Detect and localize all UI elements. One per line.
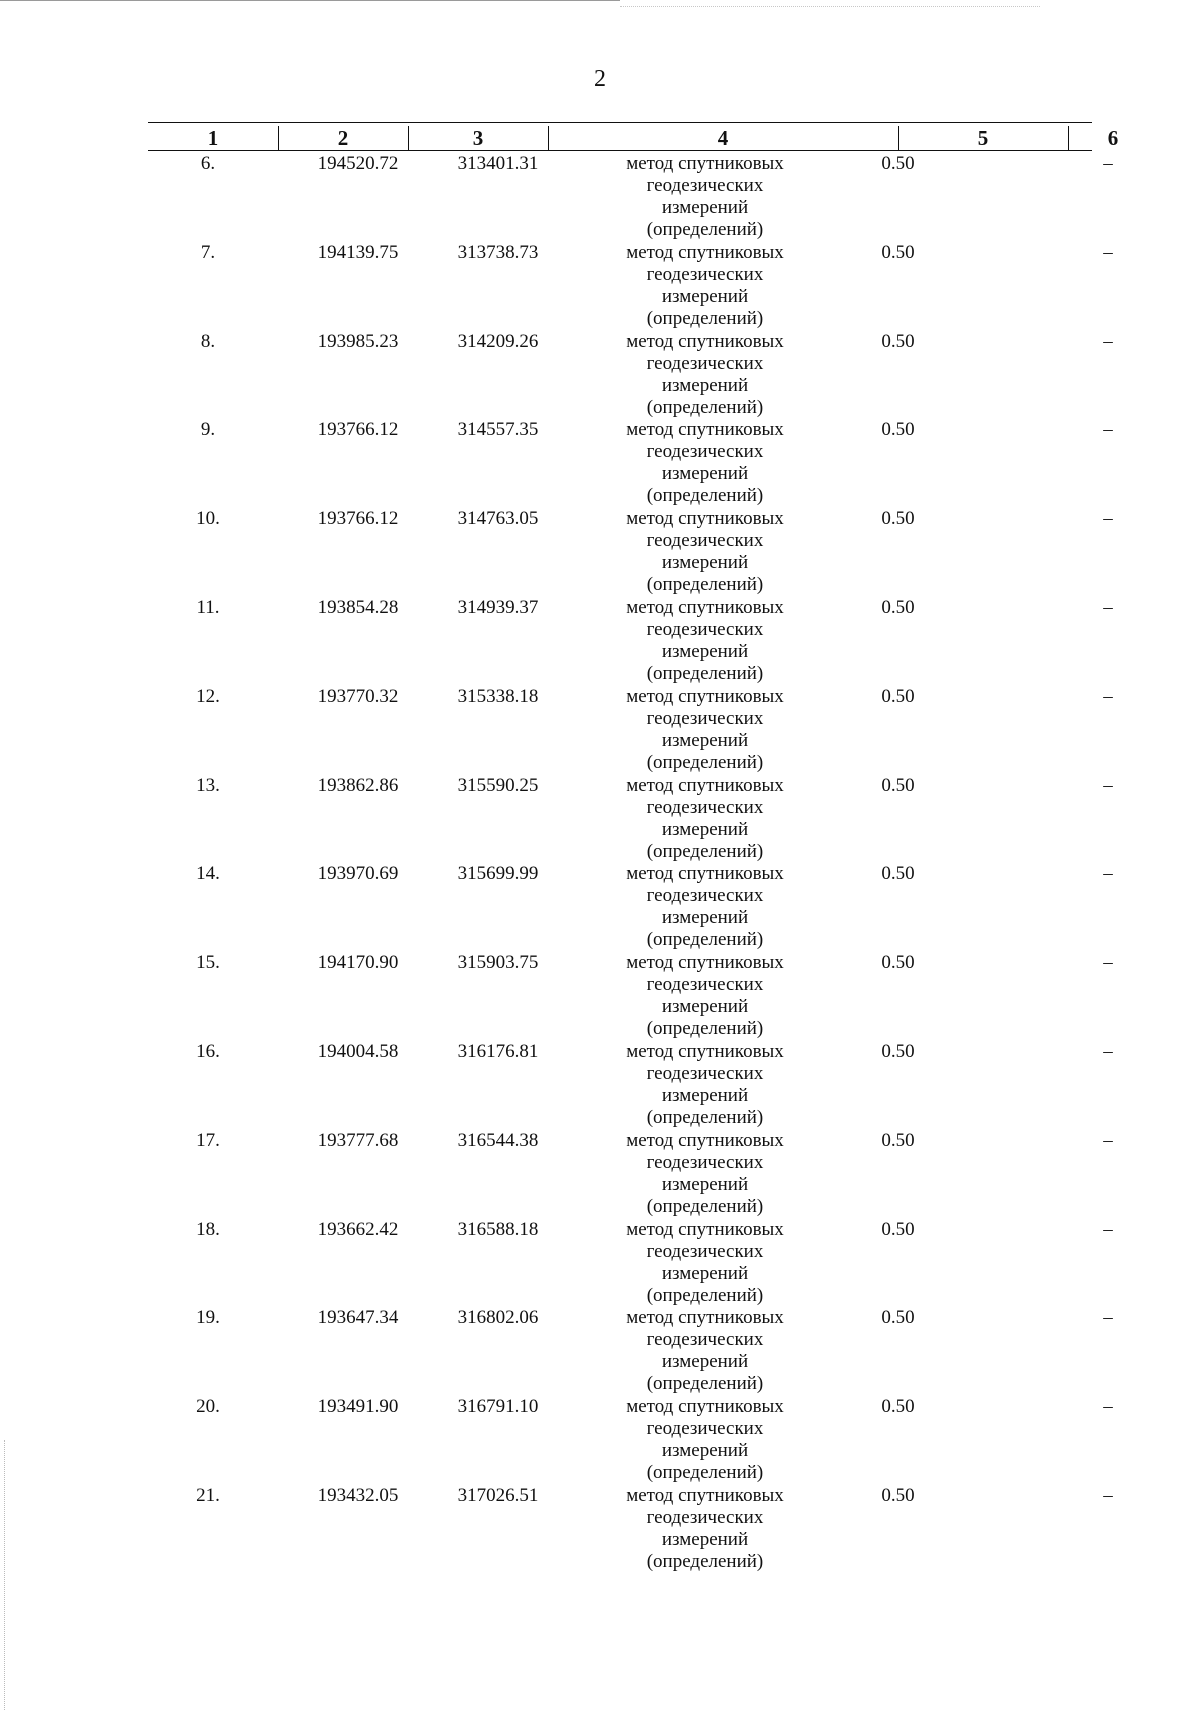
method-line: измерений	[661, 463, 749, 485]
method-line: (определений)	[646, 1284, 764, 1306]
method-line: (определений)	[646, 751, 764, 773]
column-6-dash: –	[1103, 774, 1113, 796]
method-line: геодезических	[646, 1063, 764, 1084]
method-line: (определений)	[646, 840, 764, 862]
header-col-2: 2	[337, 126, 349, 150]
method-cell	[560, 597, 850, 685]
accuracy-value: 0.50	[881, 597, 915, 618]
method-line: измерений	[661, 818, 749, 840]
table-row	[148, 241, 1113, 332]
method-cell	[560, 242, 850, 330]
row-number: 6.	[200, 153, 216, 174]
method-line: (определений)	[646, 1018, 764, 1040]
row-number: 20.	[196, 1396, 220, 1418]
method-cell	[560, 1041, 850, 1129]
coordinate-x: 193985.23	[317, 330, 399, 352]
method-line: метод спутниковых	[626, 952, 784, 974]
method-line: геодезических	[646, 263, 764, 285]
column-6-dash: –	[1103, 419, 1113, 441]
coordinate-y: 313401.31	[457, 153, 539, 174]
table-row	[148, 330, 1113, 421]
method-line: метод спутниковых	[626, 330, 784, 352]
scan-edge-left	[4, 1440, 5, 1710]
row-number: 8.	[200, 330, 216, 352]
method-line: геодезических	[646, 530, 764, 552]
column-6-dash: –	[1103, 952, 1113, 974]
scan-edge-top-dotted	[620, 6, 1040, 7]
table-row	[148, 1218, 1113, 1309]
coordinate-y: 316544.38	[457, 1129, 539, 1151]
coordinate-x: 193766.12	[317, 508, 399, 530]
method-line: измерений	[661, 1262, 749, 1284]
method-line: геодезических	[646, 441, 764, 463]
row-number: 14.	[196, 863, 220, 885]
method-cell	[560, 1485, 850, 1573]
method-cell	[560, 775, 850, 863]
column-6-dash: –	[1103, 1129, 1113, 1151]
header-col-1: 1	[207, 126, 219, 150]
method-cell	[560, 1130, 850, 1218]
method-line: измерений	[661, 1529, 749, 1550]
accuracy-value: 0.50	[881, 153, 915, 174]
table-header-bottom-rule	[148, 150, 1092, 151]
accuracy-value: 0.50	[881, 241, 915, 263]
method-line: измерений	[661, 197, 749, 218]
coordinate-y: 315338.18	[457, 685, 539, 707]
coordinate-y: 314209.26	[457, 330, 539, 352]
table-row	[148, 1129, 1113, 1220]
table-row	[148, 863, 1113, 953]
method-cell	[560, 153, 850, 241]
table-row	[148, 153, 1113, 243]
method-line: (определений)	[646, 1551, 764, 1572]
coordinate-y: 316802.06	[457, 1307, 539, 1329]
table-row	[148, 1041, 1113, 1131]
coordinate-x: 193432.05	[317, 1485, 399, 1506]
method-line: измерений	[661, 729, 749, 751]
table-row	[148, 774, 1113, 865]
method-line: геодезических	[646, 885, 764, 907]
row-number: 12.	[196, 685, 220, 707]
table-row	[148, 597, 1113, 687]
method-line: измерений	[661, 996, 749, 1018]
column-6-dash: –	[1103, 153, 1113, 174]
method-line: (определений)	[646, 1195, 764, 1217]
accuracy-value: 0.50	[881, 1396, 915, 1418]
coordinate-x: 194170.90	[317, 952, 399, 974]
row-number: 7.	[200, 241, 216, 263]
table-top-rule	[148, 122, 1092, 123]
method-line: метод спутниковых	[626, 774, 784, 796]
method-line: метод спутниковых	[626, 1307, 784, 1329]
coordinate-x: 193647.34	[317, 1307, 399, 1329]
scan-edge-top	[0, 0, 620, 1]
method-line: геодезических	[646, 1418, 764, 1440]
method-line: измерений	[661, 907, 749, 929]
method-line: (определений)	[646, 663, 764, 684]
method-line: метод спутниковых	[626, 241, 784, 263]
method-line: измерений	[661, 1351, 749, 1373]
accuracy-value: 0.50	[881, 1307, 915, 1329]
column-6-dash: –	[1103, 1041, 1113, 1062]
table-row	[148, 508, 1113, 598]
coordinate-x: 194520.72	[317, 153, 399, 174]
method-line: метод спутниковых	[626, 1129, 784, 1151]
header-col-3: 3	[472, 126, 484, 150]
coordinate-y: 315699.99	[457, 863, 539, 885]
method-cell	[560, 331, 850, 419]
method-line: (определений)	[646, 1373, 764, 1395]
coordinate-x: 194004.58	[317, 1041, 399, 1062]
method-cell	[560, 1396, 850, 1484]
coordinate-y: 315590.25	[457, 774, 539, 796]
header-col-6: 6	[1107, 126, 1119, 150]
method-line: метод спутниковых	[626, 1396, 784, 1418]
method-line: (определений)	[646, 1462, 764, 1484]
column-6-dash: –	[1103, 241, 1113, 263]
method-cell	[560, 508, 850, 596]
coordinate-y: 314557.35	[457, 419, 539, 441]
method-cell	[560, 952, 850, 1040]
method-line: геодезических	[646, 1329, 764, 1351]
method-line: измерений	[661, 552, 749, 574]
method-line: измерений	[661, 374, 749, 396]
method-line: геодезических	[646, 619, 764, 640]
accuracy-value: 0.50	[881, 330, 915, 352]
coordinate-x: 193862.86	[317, 774, 399, 796]
table-row	[148, 1307, 1113, 1397]
coordinate-y: 316588.18	[457, 1218, 539, 1240]
method-line: (определений)	[646, 307, 764, 329]
coordinate-y: 314763.05	[457, 508, 539, 530]
method-line: геодезических	[646, 1240, 764, 1262]
method-line: метод спутниковых	[626, 597, 784, 618]
method-line: геодезических	[646, 352, 764, 374]
column-6-dash: –	[1103, 508, 1113, 530]
accuracy-value: 0.50	[881, 685, 915, 707]
method-cell	[560, 419, 850, 507]
method-line: метод спутниковых	[626, 419, 784, 441]
method-line: (определений)	[646, 485, 764, 507]
coordinate-x: 193970.69	[317, 863, 399, 885]
method-line: измерений	[661, 1440, 749, 1462]
method-cell	[560, 686, 850, 774]
table-row	[148, 1396, 1113, 1486]
method-line: метод спутниковых	[626, 153, 784, 174]
table-row	[148, 419, 1113, 509]
coordinate-y: 317026.51	[457, 1485, 539, 1506]
coordinate-x: 194139.75	[317, 241, 399, 263]
column-6-dash: –	[1103, 1485, 1113, 1506]
method-line: измерений	[661, 641, 749, 662]
coordinate-x: 193662.42	[317, 1218, 399, 1240]
row-number: 21.	[196, 1485, 220, 1506]
method-line: метод спутниковых	[626, 685, 784, 707]
method-line: геодезических	[646, 974, 764, 996]
column-6-dash: –	[1103, 685, 1113, 707]
column-6-dash: –	[1103, 1218, 1113, 1240]
column-6-dash: –	[1103, 1307, 1113, 1329]
accuracy-value: 0.50	[881, 508, 915, 530]
coordinate-x: 193766.12	[317, 419, 399, 441]
header-col-4: 4	[717, 126, 729, 150]
accuracy-value: 0.50	[881, 1218, 915, 1240]
table-row	[148, 952, 1113, 1042]
method-line: метод спутниковых	[626, 1485, 784, 1506]
accuracy-value: 0.50	[881, 1129, 915, 1151]
method-line: геодезических	[646, 707, 764, 729]
column-6-dash: –	[1103, 863, 1113, 885]
row-number: 9.	[200, 419, 216, 441]
method-line: геодезических	[646, 1507, 764, 1528]
row-number: 11.	[196, 597, 220, 618]
row-number: 16.	[196, 1041, 220, 1062]
row-number: 10.	[196, 508, 220, 530]
method-line: метод спутниковых	[626, 1041, 784, 1062]
coordinate-y: 315903.75	[457, 952, 539, 974]
row-number: 18.	[196, 1218, 220, 1240]
header-col-5: 5	[977, 126, 989, 150]
method-line: измерений	[661, 1085, 749, 1106]
method-line: метод спутниковых	[626, 863, 784, 885]
method-cell	[560, 1307, 850, 1395]
table-row	[148, 685, 1113, 776]
accuracy-value: 0.50	[881, 774, 915, 796]
column-6-dash: –	[1103, 1396, 1113, 1418]
method-line: (определений)	[646, 929, 764, 951]
method-line: (определений)	[646, 396, 764, 418]
table-header-row	[148, 124, 1119, 150]
method-line: геодезических	[646, 175, 764, 196]
method-line: (определений)	[646, 219, 764, 240]
method-line: метод спутниковых	[626, 1218, 784, 1240]
table-row	[148, 1485, 1113, 1575]
row-number: 17.	[196, 1129, 220, 1151]
method-line: измерений	[661, 285, 749, 307]
method-line: метод спутниковых	[626, 508, 784, 530]
row-number: 19.	[196, 1307, 220, 1329]
accuracy-value: 0.50	[881, 1485, 915, 1506]
coordinate-y: 316791.10	[457, 1396, 539, 1418]
column-6-dash: –	[1103, 597, 1113, 618]
page-number: 2	[594, 66, 606, 92]
coordinate-y: 316176.81	[457, 1041, 539, 1062]
accuracy-value: 0.50	[881, 863, 915, 885]
coordinate-y: 314939.37	[457, 597, 539, 618]
coordinate-x: 193854.28	[317, 597, 399, 618]
accuracy-value: 0.50	[881, 1041, 915, 1062]
column-6-dash: –	[1103, 330, 1113, 352]
method-line: геодезических	[646, 796, 764, 818]
accuracy-value: 0.50	[881, 952, 915, 974]
method-cell	[560, 863, 850, 951]
coordinate-y: 313738.73	[457, 241, 539, 263]
coordinate-x: 193770.32	[317, 685, 399, 707]
method-line: геодезических	[646, 1151, 764, 1173]
method-line: (определений)	[646, 1107, 764, 1128]
method-line: измерений	[661, 1173, 749, 1195]
method-line: (определений)	[646, 574, 764, 596]
row-number: 15.	[196, 952, 220, 974]
coordinate-x: 193777.68	[317, 1129, 399, 1151]
method-cell	[560, 1219, 850, 1307]
coordinate-x: 193491.90	[317, 1396, 399, 1418]
accuracy-value: 0.50	[881, 419, 915, 441]
row-number: 13.	[196, 774, 220, 796]
